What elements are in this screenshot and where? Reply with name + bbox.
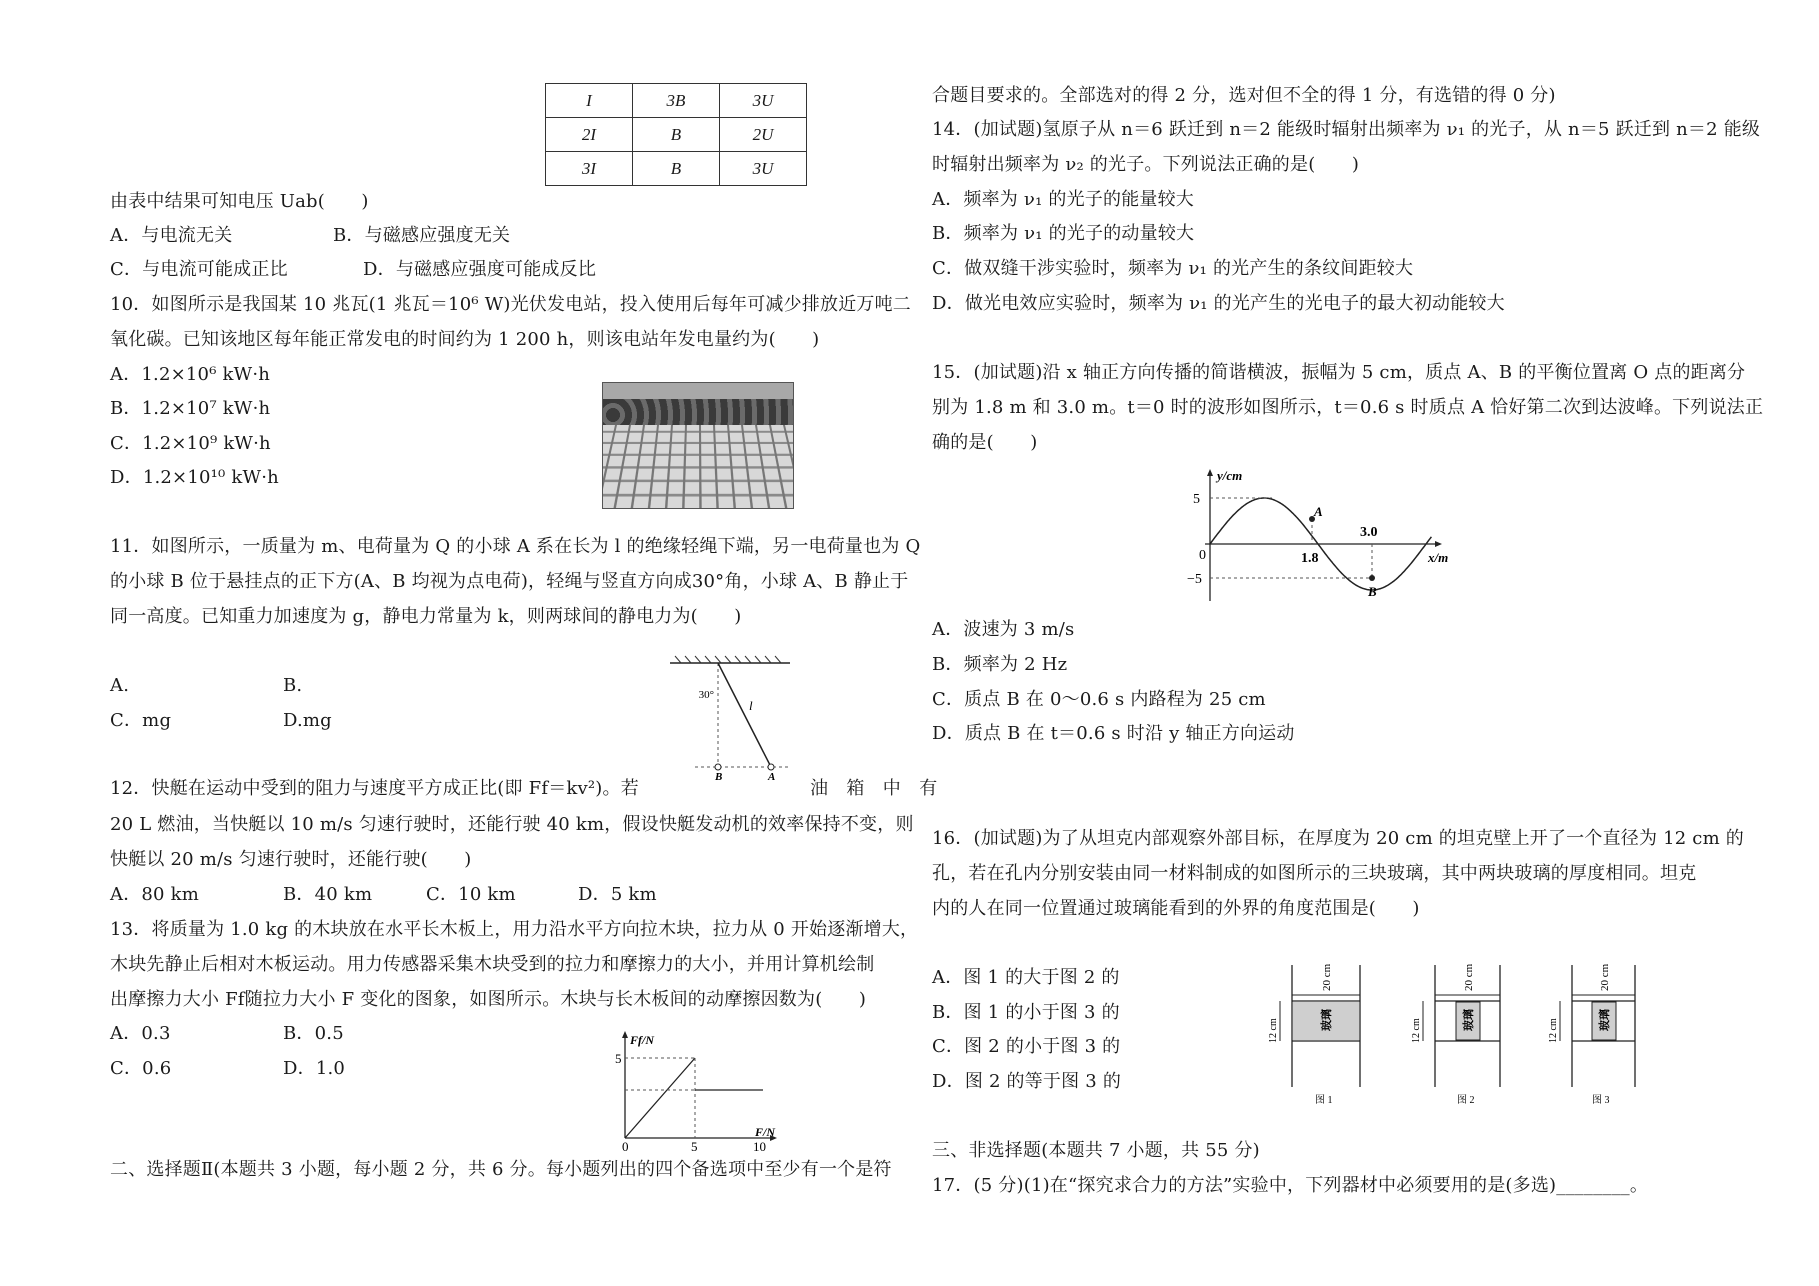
q16-stem-line1: 16．(加试题)为了从坦克内部观察外部目标，在厚度为 20 cm 的坦克壁上开了一个直径为 12 cm 的 <box>932 828 1744 849</box>
q9-option-b: B．与磁感应强度无关 <box>333 225 511 246</box>
q9-stem: 由表中结果可知电压 Uab( ) <box>110 191 369 212</box>
solar-panel-grid <box>602 425 794 509</box>
q12-option-b: B．40 km <box>283 884 373 905</box>
solar-station-photo <box>602 382 794 509</box>
table-cell: 3U <box>720 152 807 186</box>
q11-stem-line3: 同一高度。已知重力加速度为 g，静电力常量为 k，则两球间的静电力为( ) <box>110 606 742 627</box>
q10-option-d: D．1.2×10¹⁰ kW·h <box>110 467 279 488</box>
table-cell: B <box>633 152 720 186</box>
q11-option-a: A. <box>110 675 130 696</box>
q13-stem-line2: 木块先静止后相对木板运动。用力传感器采集木块受到的拉力和摩擦力的大小，并用计算机绘制 <box>110 954 875 975</box>
length-label: l <box>749 698 753 713</box>
q10-stem-line2: 氧化碳。已知该地区每年能正常发电的时间约为 1 200 h，则该电站年发电量约为( ) <box>110 329 820 350</box>
q10-stem-line1: 10．如图所示是我国某 10 兆瓦(1 兆瓦＝10⁶ W)光伏发电站，投入使用后每年可减少排放近万吨二 <box>110 294 912 315</box>
q11-pendulum-figure <box>665 655 805 783</box>
y-tick-5: 5 <box>1193 492 1200 507</box>
q17-stem-line1: 17．(5 分)(1)在“探究求合力的方法”实验中，下列器材中必须要用的是(多选)________。 <box>932 1175 1649 1196</box>
q14-option-d: D．做光电效应实验时，频率为 ν₁ 的光产生的光电子的最大初动能较大 <box>932 293 1505 314</box>
angle-label: 30° <box>698 689 714 701</box>
q16-option-b: B．图 1 的小于图 3 的 <box>932 1002 1120 1023</box>
q12-stem-line1-left: 12．快艇在运动中受到的阻力与速度平方成正比(即 Ff＝kv²)。若 <box>110 778 639 799</box>
y-axis-label: Ff/N <box>630 1033 654 1047</box>
figure-caption: 图 3 <box>1592 1095 1610 1106</box>
table-row <box>546 152 807 186</box>
q10-option-c: C．1.2×10⁹ kW·h <box>110 433 271 454</box>
figure-caption: 图 2 <box>1457 1095 1475 1106</box>
point-a-label: A <box>1314 504 1323 519</box>
q16-option-a: A．图 1 的大于图 2 的 <box>932 967 1120 988</box>
q15-option-b: B．频率为 2 Hz <box>932 654 1068 675</box>
diameter-label: 12 cm <box>1411 1018 1422 1043</box>
q14-option-a: A．频率为 ν₁ 的光子的能量较大 <box>932 189 1194 210</box>
q16-option-c: C．图 2 的小于图 3 的 <box>932 1036 1121 1057</box>
section3-heading: 三、非选择题(本题共 7 小题，共 55 分) <box>932 1140 1260 1161</box>
q10-option-b: B．1.2×10⁷ kW·h <box>110 398 271 419</box>
ball-a-label: A <box>768 771 776 783</box>
q15-option-c: C．质点 B 在 0～0.6 s 内路程为 25 cm <box>932 689 1266 710</box>
diameter-label: 12 cm <box>1268 1018 1279 1043</box>
x-axis-label: x/m <box>1428 550 1449 565</box>
table-row <box>546 118 807 152</box>
glass-label: 玻璃 <box>1599 1009 1611 1031</box>
tree-line <box>603 399 793 425</box>
q12-stem-line1-right: 油 箱 中 有 <box>810 778 938 799</box>
q14-option-b: B．频率为 ν₁ 的光子的动量较大 <box>932 223 1195 244</box>
q14-option-c: C．做双缝干涉实验时，频率为 ν₁ 的光产生的条纹间距较大 <box>932 258 1414 279</box>
table-cell: 2I <box>546 118 633 152</box>
x-tick-3-0: 3.0 <box>1360 525 1378 540</box>
q16-glass-figures <box>1270 955 1710 1105</box>
y-tick-minus-5: −5 <box>1187 572 1202 587</box>
q12-option-a: A．80 km <box>110 884 200 905</box>
q15-stem-line2: 别为 1.8 m 和 3.0 m。t＝0 时的波形如图所示，t＝0.6 s 时质点 A 恰好第二次到达波峰。下列说法正 <box>932 397 1764 418</box>
q13-option-a: A．0.3 <box>110 1023 171 1044</box>
q11-stem-line2: 的小球 B 位于悬挂点的正下方(A、B 均视为点电荷)，轻绳与竖直方向成30°角，小球 A、B 静止于 <box>110 571 909 592</box>
x-tick-0: 0 <box>622 1139 629 1154</box>
q15-stem-line3: 确的是( ) <box>932 432 1038 453</box>
q13-option-d: D．1.0 <box>283 1058 346 1079</box>
q15-option-a: A．波速为 3 m/s <box>932 619 1075 640</box>
q13-stem-line1: 13．将质量为 1.0 kg 的木块放在水平长木板上，用力沿水平方向拉木块，拉力从 0 开始逐渐增大， <box>110 919 919 940</box>
y-tick-5: 5 <box>615 1051 622 1066</box>
q16-option-d: D．图 2 的等于图 3 的 <box>932 1071 1122 1092</box>
glass-figure-2 <box>1411 963 1500 1106</box>
q13-friction-graph <box>605 1030 780 1154</box>
width-label: 20 cm <box>1321 963 1333 991</box>
q9-option-c: C．与电流可能成正比 <box>110 259 288 280</box>
q11-option-c: C．mg <box>110 710 172 731</box>
width-label: 20 cm <box>1463 963 1475 991</box>
q11-option-b: B. <box>283 675 303 696</box>
q9-data-table <box>545 83 807 186</box>
ball-b-label: B <box>715 771 723 783</box>
width-label: 20 cm <box>1599 963 1611 991</box>
q11-option-d: D.mg <box>283 710 332 731</box>
x-tick-5: 5 <box>691 1139 698 1154</box>
x-tick-10: 10 <box>753 1139 766 1154</box>
q12-stem-line3: 快艇以 20 m/s 匀速行驶时，还能行驶( ) <box>110 849 472 870</box>
diameter-label: 12 cm <box>1548 1018 1559 1043</box>
y-axis-label: y/cm <box>1217 468 1243 483</box>
q12-stem-line2: 20 L 燃油，当快艇以 10 m/s 匀速行驶时，还能行驶 40 km，假设快艇发动机的效率保持不变，则 <box>110 814 914 835</box>
q15-wave-figure <box>1185 466 1465 606</box>
table-cell: 3U <box>720 84 807 118</box>
q9-option-a: A．与电流无关 <box>110 225 233 246</box>
q16-stem-line2: 孔，若在孔内分别安装由同一材料制成的如图所示的三块玻璃，其中两块玻璃的厚度相同。坦克 <box>932 863 1697 884</box>
figure-caption: 图 1 <box>1315 1095 1333 1106</box>
q15-stem-line1: 15．(加试题)沿 x 轴正方向传播的简谐横波，振幅为 5 cm，质点 A、B 的平衡位置离 O 点的距离分 <box>932 362 1746 383</box>
q12-option-d: D．5 km <box>578 884 657 905</box>
q11-stem-line1: 11．如图所示，一质量为 m、电荷量为 Q 的小球 A 系在长为 l 的绝缘轻绳下端，另一电荷量也为 Q <box>110 536 921 557</box>
table-cell: I <box>546 84 633 118</box>
glass-figure-3 <box>1548 963 1635 1106</box>
section2-heading-line1: 二、选择题Ⅱ(本题共 3 小题，每小题 2 分，共 6 分。每小题列出的四个备选项中至少有一个是符 <box>110 1159 892 1180</box>
q13-stem-line3: 出摩擦力大小 Ff随拉力大小 F 变化的图象，如图所示。木块与长木板间的动摩擦因数为( ) <box>110 989 867 1010</box>
origin-label: 0 <box>1199 548 1206 563</box>
table-cell: 3B <box>633 84 720 118</box>
x-axis-label: F/N <box>755 1125 776 1139</box>
point-b-label: B <box>1368 584 1377 599</box>
q16-stem-line3: 内的人在同一位置通过玻璃能看到的外界的角度范围是( ) <box>932 898 1420 919</box>
q15-option-d: D．质点 B 在 t＝0.6 s 时沿 y 轴正方向运动 <box>932 723 1295 744</box>
q10-option-a: A．1.2×10⁶ kW·h <box>110 364 271 385</box>
q13-option-c: C．0.6 <box>110 1058 172 1079</box>
q9-option-d: D．与磁感应强度可能成反比 <box>363 259 597 280</box>
table-cell: 3I <box>546 152 633 186</box>
q13-option-b: B．0.5 <box>283 1023 344 1044</box>
glass-label: 玻璃 <box>1321 1009 1333 1031</box>
glass-label: 玻璃 <box>1463 1009 1475 1031</box>
x-tick-1-8: 1.8 <box>1301 551 1319 566</box>
q14-stem-line2: 时辐射出频率为 ν₂ 的光子。下列说法正确的是( ) <box>932 154 1360 175</box>
table-row <box>546 84 807 118</box>
glass-figure-1 <box>1268 963 1360 1106</box>
q14-stem-line1: 14．(加试题)氢原子从 n＝6 跃迁到 n＝2 能级时辐射出频率为 ν₁ 的光子，从 n＝5 跃迁到 n＝2 能级 <box>932 119 1761 140</box>
table-cell: 2U <box>720 118 807 152</box>
table-cell: B <box>633 118 720 152</box>
section2-heading-line2: 合题目要求的。全部选对的得 2 分，选对但不全的得 1 分，有选错的得 0 分) <box>932 85 1556 106</box>
q12-option-c: C．10 km <box>426 884 516 905</box>
